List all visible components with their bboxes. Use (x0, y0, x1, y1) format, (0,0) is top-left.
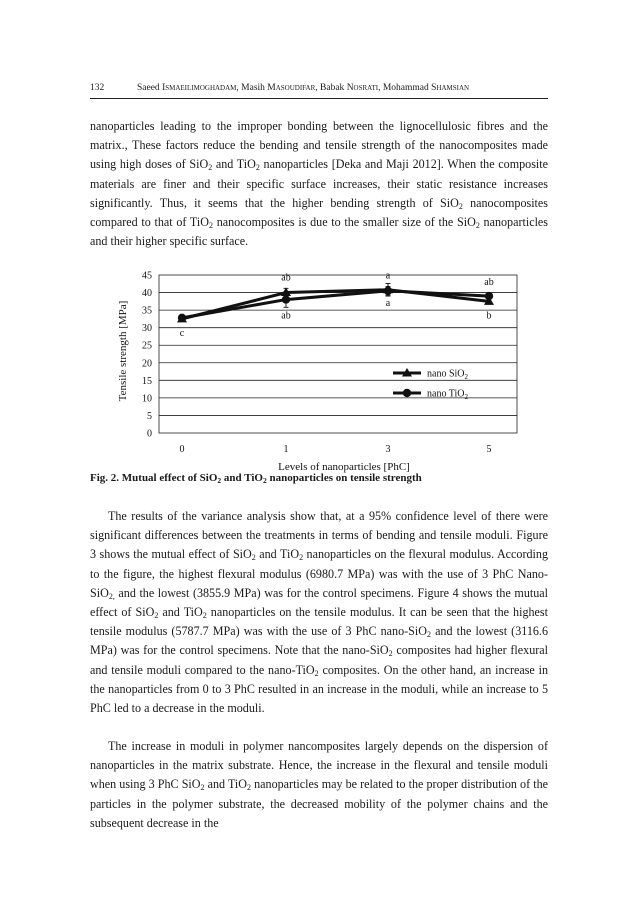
paragraph-1-text: nanoparticles [Deka and Maji 2012]. When the composite materials are finer and their specific surface increases, their static resistance increases significantly. Thus, it seems that the higher bending strength of SiO (90, 157, 548, 210)
data-point-circle (485, 292, 493, 300)
paragraph-3 (90, 737, 548, 833)
significance-letter: b (486, 310, 492, 322)
paragraph-2-text: and TiO (158, 605, 203, 620)
paragraph-1-subscript: 2 (255, 163, 260, 173)
x-axis-label: Levels of nanoparticles [PhC] (278, 461, 410, 473)
y-tick-label: 25 (142, 340, 152, 352)
paragraph-1-subscript: 2 (475, 221, 480, 231)
data-point-circle (282, 295, 290, 303)
caption-subscript: 2 (217, 476, 222, 485)
paragraph-3-subscript: 2 (247, 783, 252, 793)
y-tick-label: 45 (142, 270, 152, 282)
significance-letter: a (385, 270, 391, 282)
y-tick-label: 40 (142, 288, 152, 300)
paragraph-3-text: and TiO (204, 777, 248, 792)
author-first-name: Saeed (137, 83, 163, 93)
paragraph-1 (90, 117, 548, 251)
y-tick-label: 0 (147, 428, 152, 440)
caption-text: nanoparticles on tensile strength (266, 472, 422, 484)
x-tick-label: 0 (179, 444, 185, 455)
paragraph-2-subscript: 2 (251, 553, 256, 563)
legend-label (427, 389, 469, 402)
x-tick-label: 3 (385, 444, 391, 455)
tensile-strength-chart (110, 265, 530, 475)
data-point-circle (178, 314, 186, 322)
author-last-name: Nosrati (346, 83, 379, 93)
running-header (90, 80, 548, 99)
paragraph-2-text: composites. On the other hand, an increase in the nanoparticles from 0 to 3 PhC resulted in an increase in the moduli, while an increase to 5 PhC led to a decrease in the moduli. (90, 662, 549, 716)
legend-label-text: nano SiO (427, 368, 465, 380)
significance-letter: c (179, 327, 185, 339)
chart-svg (110, 265, 530, 475)
x-tick-label: 1 (283, 444, 289, 455)
caption-text: and TiO (221, 472, 263, 484)
author-last-name: Masoudifar (267, 83, 316, 93)
author-last-name: Ismaeilimoghadam (162, 83, 237, 93)
author-first-name: Masih (241, 83, 268, 93)
y-tick-label: 15 (142, 375, 152, 387)
paragraph-2-subscript: 2 (388, 649, 393, 659)
data-point-circle (384, 287, 392, 295)
paragraph-2-subscript: 2 (426, 630, 431, 640)
paragraph-1-text: nanocomposites is due to the smaller size of the SiO (212, 215, 476, 230)
paragraph-1-subscript: 2 (458, 201, 463, 211)
author-first-name: Mohammad (382, 83, 432, 93)
paragraph-2-text: and TiO (255, 547, 300, 562)
y-tick-label: 35 (142, 305, 152, 317)
paragraph-2-text: nanoparticles on the flexural modulus. According to the figure, the highest flexural modulus (6980.7 MPa) was with the use of 3 PhC Nano-SiO (90, 547, 548, 600)
legend-marker-circle (403, 389, 411, 397)
paragraph-3-text: nanoparticles may be related to the proper distribution of the particles in the polymer substrate, the decreased mobility of the polymer chains and the subsequent decrease in the (90, 777, 548, 830)
paragraph-1-subscript: 2 (208, 163, 213, 173)
figure-caption (90, 472, 548, 484)
series-line (182, 291, 489, 318)
paragraph-2 (90, 507, 548, 718)
paragraph-1-subscript: 2 (208, 221, 213, 231)
paragraph-2-text: nanoparticles on the tensile modulus. It can be seen that the highest tensile modulus (5787.7 MPa) was with the use of 3 PhC nano-SiO (90, 605, 548, 639)
paragraph-2-subscript: 2 (154, 611, 159, 621)
paragraph-1-text: nanoparticles and their higher specific surface. (90, 215, 548, 249)
significance-letter: a (385, 297, 391, 309)
paragraph-2-text: and the lowest (3116.6 MPa) was for the control specimens. Note that the nano-SiO (90, 624, 548, 658)
paragraph-1-text: nanoparticles leading to the improper bonding between the lignocellulosic fibres and the matrix., These factors reduce the bending and tensile strength of the nanocomposites made using high doses of SiO (90, 119, 548, 172)
caption-subscript: 2 (262, 476, 267, 485)
y-axis-label: Tensile strength [MPa] (117, 300, 129, 402)
paragraph-2-subscript: 2 (299, 553, 304, 563)
paragraph-2-subscript: 2 (202, 611, 207, 621)
paragraph-2-text: composites had higher flexural and tensile moduli compared to the nano-TiO (90, 643, 548, 677)
y-tick-label: 20 (142, 358, 152, 370)
y-tick-label: 30 (142, 323, 152, 335)
author-last-name: Shamsian (431, 83, 470, 93)
paragraph-1-text: nanocomposites compared to that of TiO (90, 195, 548, 230)
significance-letter: ab (281, 272, 291, 284)
caption-text: Fig. 2. Mutual effect of SiO (90, 472, 218, 484)
author-first-name: Babak (320, 83, 347, 93)
x-tick-label: 5 (486, 444, 492, 455)
significance-letter: ab (484, 277, 494, 289)
page-number: 132 (90, 83, 105, 93)
y-tick-label: 10 (142, 393, 152, 405)
paragraph-2-subscript: 2, (108, 591, 115, 601)
paragraph-2-text: The results of the variance analysis show that, at a 95% confidence level of there were significant differences between the treatments in terms of bending and tensile moduli. Figure 3 shows the mutual effect of SiO (90, 509, 548, 562)
paragraph-1-text: and TiO (212, 157, 256, 172)
paragraph-3-text: The increase in moduli in polymer nancomposites largely depends on the dispersion of nanoparticles in the matrix substrate. Hence, the increase in the flexural and tensile moduli when using 3 PhC SiO (90, 739, 548, 792)
paragraph-2-subscript: 2 (314, 668, 319, 678)
paragraph-3-subscript: 2 (200, 783, 205, 793)
legend-label-subscript: 2 (464, 373, 468, 381)
authors-line: Saeed Ismaeilimoghadam, Masih Masoudifar, Babak Nosrati, Mohammad Shamsian (137, 83, 470, 93)
paragraph-2-text: and the lowest (3855.9 MPa) was for the control specimens. Figure 4 shows the mutual effect of SiO (90, 585, 548, 620)
significance-letter: ab (281, 310, 291, 322)
legend-label-text: nano TiO (427, 388, 465, 400)
legend-label-subscript: 2 (464, 393, 469, 401)
y-tick-label: 5 (147, 410, 152, 422)
legend-label (427, 369, 469, 382)
